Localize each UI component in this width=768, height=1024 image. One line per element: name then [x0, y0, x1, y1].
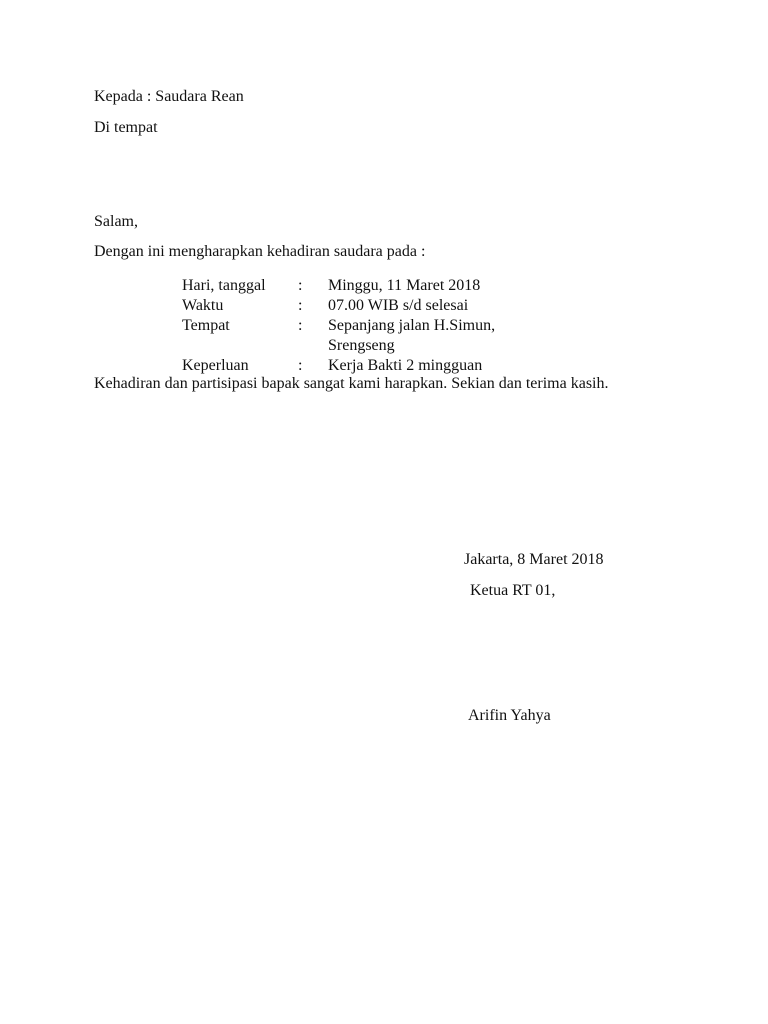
detail-colon: : — [298, 277, 303, 294]
detail-value: Sepanjang jalan H.Simun, — [328, 317, 496, 334]
detail-value: Minggu, 11 Maret 2018 — [328, 277, 481, 294]
detail-colon: : — [298, 357, 303, 374]
detail-colon: : — [298, 297, 303, 314]
detail-label: Tempat — [182, 317, 230, 334]
detail-label: Hari, tanggal — [182, 277, 266, 294]
detail-value: Kerja Bakti 2 mingguan — [328, 357, 483, 374]
greeting: Salam, — [94, 213, 138, 230]
recipient-line: Kepada : Saudara Rean — [94, 88, 244, 105]
detail-label: Keperluan — [182, 357, 249, 374]
recipient-place: Di tempat — [94, 119, 158, 136]
detail-label: Waktu — [182, 297, 224, 314]
detail-value: 07.00 WIB s/d selesai — [328, 297, 469, 314]
intro-sentence: Dengan ini mengharapkan kehadiran saudara pada : — [94, 243, 426, 260]
closing-paragraph: Kehadiran dan partisipasi bapak sangat kami harapkan. Sekian dan terima kasih. — [94, 375, 609, 392]
signoff-city-date: Jakarta, 8 Maret 2018 — [464, 551, 604, 568]
detail-colon: : — [298, 317, 303, 334]
detail-value: Srengseng — [328, 337, 395, 354]
signatory-name: Arifin Yahya — [468, 707, 551, 724]
signoff-role: Ketua RT 01, — [470, 582, 556, 599]
